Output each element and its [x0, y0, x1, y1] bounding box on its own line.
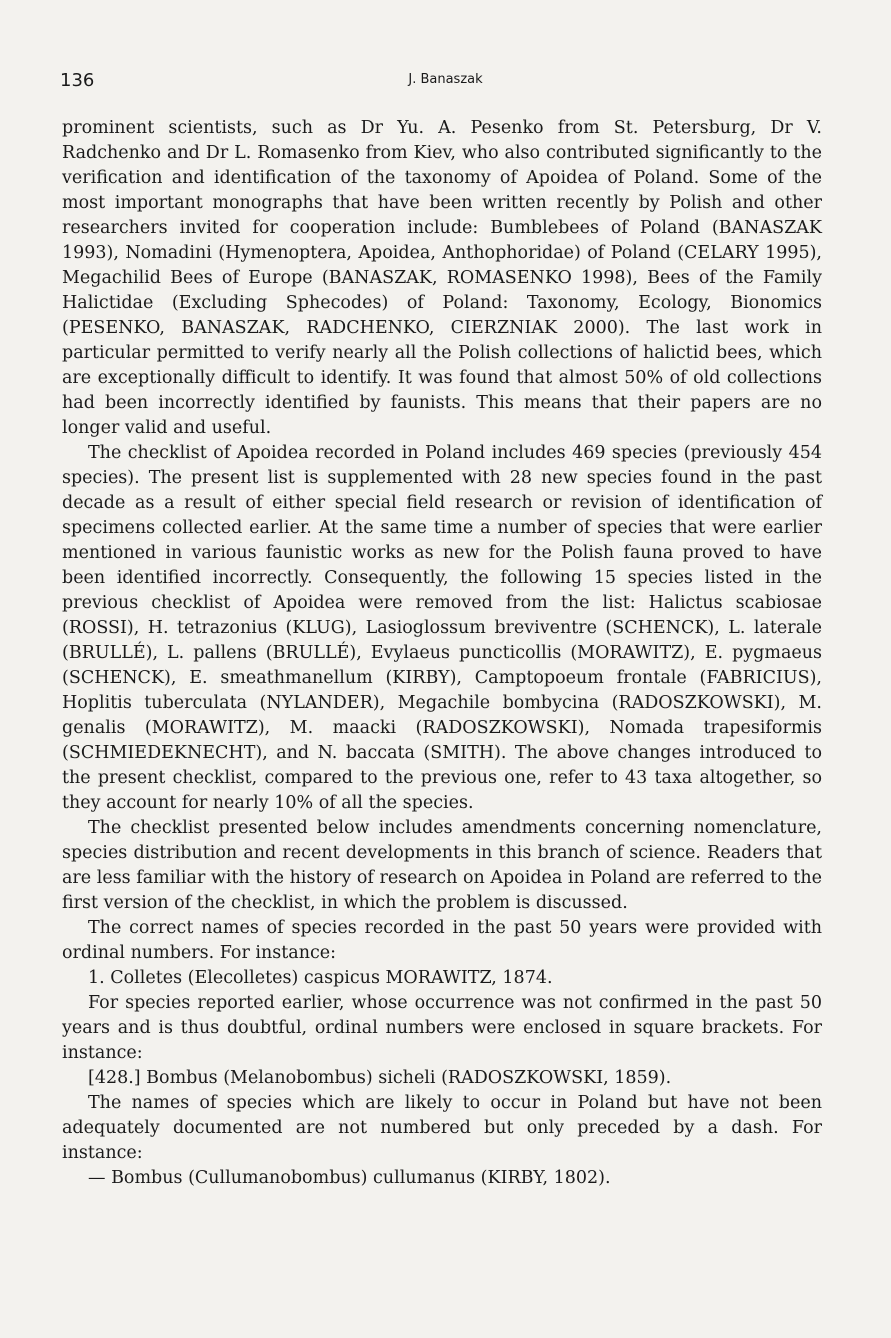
page-number: 136 [60, 70, 95, 91]
example-3: — Bombus (Cullumanobombus) cullumanus (KIRBY, 1802). [88, 1168, 611, 1188]
page-header [60, 70, 831, 94]
example-1: 1. Colletes (Elecolletes) caspicus MORAWITZ, 1874. [88, 968, 553, 988]
paragraph-5: For species reported earlier, whose occurrence was not confirmed in the past 50 years and is thus doubtful, ordinal numbers were enclosed in square brackets. For instance: [62, 993, 822, 1063]
example-2: [428.] Bombus (Melanobombus) sicheli (RADOSZKOWSKI, 1859). [88, 1068, 672, 1088]
running-head: J. Banaszak [408, 72, 483, 87]
paragraph-2: The checklist of Apoidea recorded in Poland includes 469 species (previously 454 species). The present list is supplemented with 28 new species found in the past decade as a result of either special field research or revision of identification of specimens collected earlier. At the same time a number of species that were earlier mentioned in various faunistic works as new for the Polish fauna proved to have been identified incorrectly. Consequently, the following 15 species listed in the previous checklist of Apoidea were removed from the list: Halictus scabiosae (ROSSI), H. tetrazonius (KLUG), Lasioglossum breviventre (SCHENCK), L. laterale (BRULLÉ), L. pallens (BRULLÉ), Evylaeus puncticollis (MORAWITZ), E. pygmaeus (SCHENCK), E. smeathmanellum (KIRBY), Camptopoeum frontale (FABRICIUS), Hoplitis tuberculata (NYLANDER), Megachile bombycina (RADOSZKOWSKI), M. genalis (MORAWITZ), M. maacki (RADOSZKOWSKI), Nomada trapesiformis (SCHMIEDEKNECHT), and N. baccata (SMITH). The above changes introduced to the present checklist, compared to the previous one, refer to 43 taxa altogether, so they account for nearly 10% of all the species. [62, 443, 822, 813]
paragraph-6: The names of species which are likely to occur in Poland but have not been adequately documented are not numbered but only preceded by a dash. For instance: [62, 1093, 822, 1163]
body-text [62, 116, 822, 1191]
paragraph-4: The correct names of species recorded in the past 50 years were provided with ordinal numbers. For instance: [62, 918, 822, 963]
paragraph-1: prominent scientists, such as Dr Yu. A. Pesenko from St. Petersburg, Dr V. Radchenko and Dr L. Romasenko from Kiev, who also contributed significantly to the verification and identification of the taxonomy of Apoidea of Poland. Some of the most important monographs that have been written recently by Polish and other researchers invited for cooperation include: Bumblebees of Poland (BANASZAK 1993), Nomadini (Hymenoptera, Apoidea, Anthophoridae) of Poland (CELARY 1995), Megachilid Bees of Europe (BANASZAK, ROMASENKO 1998), Bees of the Family Halictidae (Excluding Sphecodes) of Poland: Taxonomy, Ecology, Bionomics (PESENKO, BANASZAK, RADCHENKO, CIERZNIAK 2000). The last work in particular permitted to verify nearly all the Polish collections of halictid bees, which are exceptionally difficult to identify. It was found that almost 50% of old collections had been incorrectly identified by faunists. This means that their papers are no longer valid and useful. [62, 118, 822, 438]
paragraph-3: The checklist presented below includes amendments concerning nomenclature, species distribution and recent developments in this branch of science. Readers that are less familiar with the history of research on Apoidea in Poland are referred to the first version of the checklist, in which the problem is discussed. [62, 818, 822, 913]
